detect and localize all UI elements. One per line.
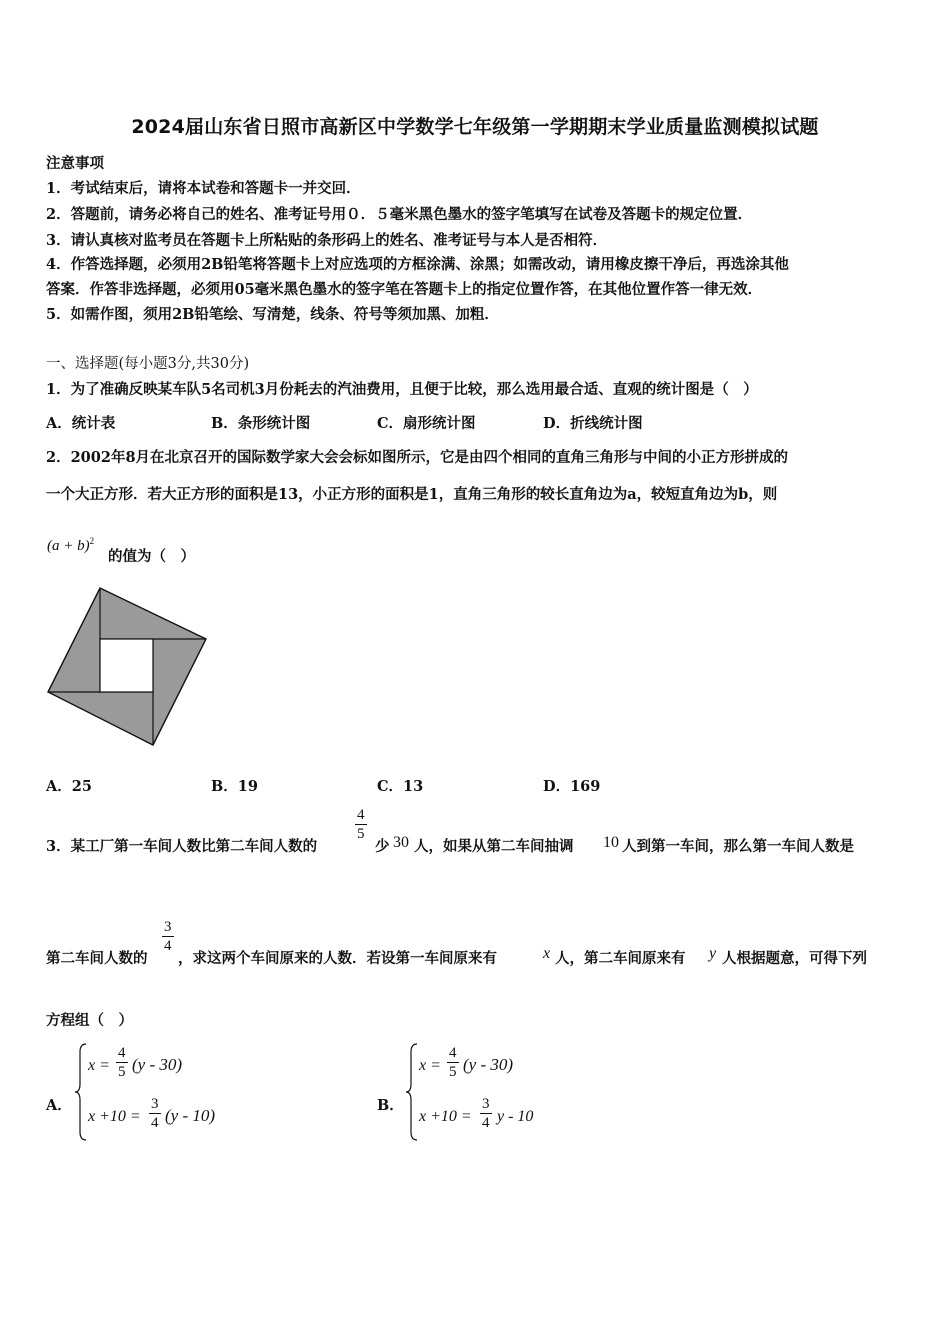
q3-text-6: ，求这两个车间原来的人数．若设第一车间原来有 [178, 950, 497, 967]
option-a-eq2-left: x +10 = [88, 1108, 141, 1125]
q2-tail: 的值为（ ） [108, 548, 195, 565]
q3-text-9: 方程组（ ） [46, 1012, 133, 1029]
fraction-numerator: 3 [164, 919, 172, 935]
fraction-numerator: 4 [357, 807, 365, 823]
question-2-line-2: 一个大正方形．若大正方形的面积是13，小正方形的面积是1，直角三角形的较长直角边为a，较短直角边为b，则 [46, 486, 778, 503]
question-1: 1．为了准确反映某车队5名司机3月份耗去的汽油费用，且便于比较，那么选用最合适、直观的统计图是（ ） [46, 381, 758, 398]
notice-item-1: 1．考试结束后，请将本试卷和答题卡一并交回． [46, 180, 361, 197]
q3-number-30: 30 [393, 834, 409, 851]
fraction-denominator: 5 [357, 826, 365, 842]
q3-option-a-label: A． [46, 1097, 72, 1114]
q3-var-x: x [543, 945, 551, 962]
notice-item-4-cont: 答案．作答非选择题，必须用05毫米黑色墨水的签字笔在答题卡上的指定位置作答，在其他位置作答一律无效． [46, 281, 763, 298]
q3-text-7: 人，第二车间原来有 [555, 950, 686, 967]
q1-option-b: B．条形统计图 [211, 415, 311, 432]
congruent-triangles-figure [40, 582, 215, 752]
option-b-brace [405, 1042, 419, 1142]
q3-number-10: 10 [603, 834, 619, 851]
q3-text-4: 人到第一车间，那么第一车间人数是 [622, 838, 854, 855]
q3-option-b-label: B． [377, 1097, 404, 1114]
q1-option-a: A．统计表 [46, 415, 116, 432]
option-b-eq1-fraction [447, 1046, 459, 1080]
q3-text-1: 3．某工厂第一车间人数比第二车间人数的 [46, 838, 318, 855]
page-title: 2024届山东省日照市高新区中学数学七年级第一学期期末学业质量监测模拟试题 [131, 116, 819, 138]
fraction-numerator: 4 [118, 1045, 126, 1061]
q2-option-c: C．13 [377, 778, 424, 795]
fraction-numerator: 3 [151, 1096, 159, 1112]
q3-fraction-4-5 [355, 808, 367, 842]
fraction-denominator: 4 [151, 1115, 159, 1131]
fraction-denominator: 5 [118, 1064, 126, 1080]
option-b-eq1-right: (y - 30) [463, 1055, 514, 1074]
option-b-eq2-left: x +10 = [419, 1108, 472, 1125]
q1-option-c: C．扇形统计图 [377, 415, 476, 432]
fraction-denominator: 4 [482, 1115, 490, 1131]
option-a-brace [74, 1042, 88, 1142]
q2-option-d: D．169 [543, 778, 601, 795]
q3-fraction-3-4 [162, 920, 174, 954]
inner-square [100, 639, 153, 692]
q3-var-y: y [709, 945, 717, 962]
option-a-eq1-fraction [116, 1046, 128, 1080]
notice-heading: 注意事项 [46, 155, 104, 172]
notice-item-4: 4．作答选择题，必须用2B铅笔将答题卡上对应选项的方框涂满、涂黑；如需改动，请用橡皮擦干净后，再选涂其他 [46, 256, 789, 273]
q3-text-8: 人根据题意，可得下列 [722, 950, 867, 967]
q2-expression-base: (a + b) [47, 538, 90, 554]
q3-text-3: 人，如果从第二车间抽调 [414, 838, 574, 855]
fraction-denominator: 5 [449, 1064, 457, 1080]
fraction-numerator: 3 [482, 1096, 490, 1112]
section-heading: 一、选择题(每小题3分,共30分) [46, 356, 250, 372]
option-b-eq1-left: x = [419, 1057, 441, 1074]
option-a-eq2-right: (y - 10) [165, 1106, 216, 1125]
fraction-denominator: 4 [164, 938, 172, 954]
q3-text-2: 少 [375, 838, 390, 855]
notice-item-2: 2．答题前，请务必将自己的姓名、准考证号用０．５毫米黑色墨水的签字笔填写在试卷及答题卡的规定位置． [46, 206, 753, 223]
fraction-numerator: 4 [449, 1045, 457, 1061]
option-a-eq2-fraction [149, 1097, 161, 1131]
option-b-eq2-fraction [480, 1097, 492, 1131]
q3-text-5: 第二车间人数的 [46, 950, 148, 967]
option-a-eq1-right: (y - 30) [132, 1055, 183, 1074]
q2-option-b: B．19 [211, 778, 258, 795]
notice-item-3: 3．请认真核对监考员在答题卡上所粘贴的条形码上的姓名、准考证号与本人是否相符． [46, 232, 608, 249]
option-a-eq1-left: x = [88, 1057, 110, 1074]
q2-expression [47, 536, 94, 555]
notice-item-5: 5．如需作图，须用2B铅笔绘、写清楚，线条、符号等须加黑、加粗． [46, 306, 499, 323]
brace-path [406, 1044, 417, 1140]
q2-option-a: A．25 [46, 778, 92, 795]
question-2-line-1: 2．2002年8月在北京召开的国际数学家大会会标如图所示，它是由四个相同的直角三角形与中间的小正方形拼成的 [46, 449, 789, 466]
q1-option-d: D．折线统计图 [543, 415, 643, 432]
brace-path [75, 1044, 86, 1140]
option-b-eq2-right: y - 10 [497, 1108, 534, 1125]
q2-expression-exponent: 2 [89, 536, 95, 546]
